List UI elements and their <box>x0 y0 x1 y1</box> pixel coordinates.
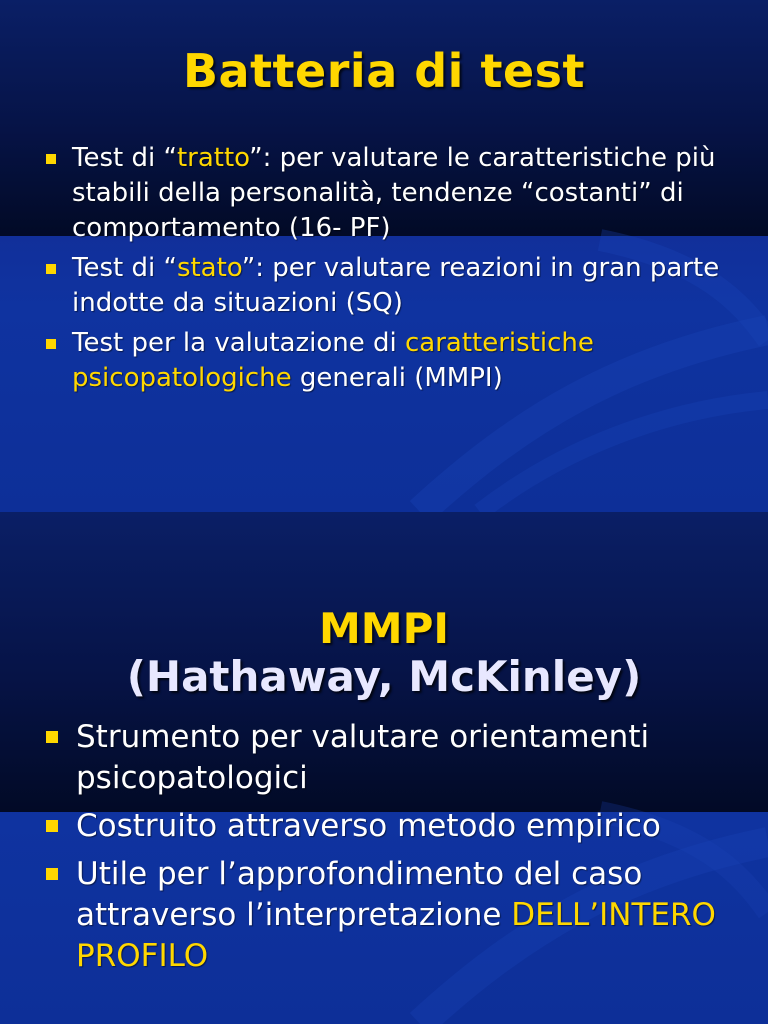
bullet-prefix: Test per la valutazione di <box>72 328 405 358</box>
list-item <box>46 251 746 321</box>
slide-title: Batteria di test <box>182 44 586 98</box>
bullet-prefix: Test di “ <box>72 253 177 283</box>
square-bullet-icon <box>46 339 56 349</box>
list-item <box>46 854 746 977</box>
bullet-highlight: caratteristiche psicopatologiche <box>72 328 594 393</box>
bullet-text: ”: per valutare reazioni in gran parte indotte da situazioni (SQ) <box>72 253 720 318</box>
square-bullet-icon <box>46 154 56 164</box>
list-item <box>46 141 746 246</box>
bullet-list <box>46 141 746 401</box>
square-bullet-icon <box>46 731 58 743</box>
bullet-text: ”: per valutare le caratteristiche più stabili della personalità, tendenze “costanti” di comportamento (16- PF) <box>72 143 716 243</box>
bullet-list <box>46 717 746 984</box>
bullet-text: generali (MMPI) <box>291 363 503 393</box>
bullet-highlight: stato <box>176 253 242 283</box>
slide-title: MMPI <box>319 604 449 653</box>
list-item <box>46 717 746 799</box>
square-bullet-icon <box>46 868 58 880</box>
list-item <box>46 806 746 847</box>
list-item <box>46 326 746 396</box>
slide-mmpi <box>0 512 768 1024</box>
square-bullet-icon <box>46 820 58 832</box>
square-bullet-icon <box>46 264 56 274</box>
bullet-highlight: tratto <box>176 143 250 173</box>
bullet-text: Utile per l’approfondimento del caso attraverso l’interpretazione <box>76 856 643 933</box>
bullet-text: Costruito attraverso metodo empirico <box>76 808 661 844</box>
bullet-text: Strumento per valutare orientamenti psicopatologici <box>76 719 650 796</box>
slide-subtitle: (Hathaway, McKinley) <box>126 652 642 701</box>
bullet-highlight: DELL’INTERO PROFILO <box>76 897 716 974</box>
bullet-prefix: Test di “ <box>72 143 177 173</box>
